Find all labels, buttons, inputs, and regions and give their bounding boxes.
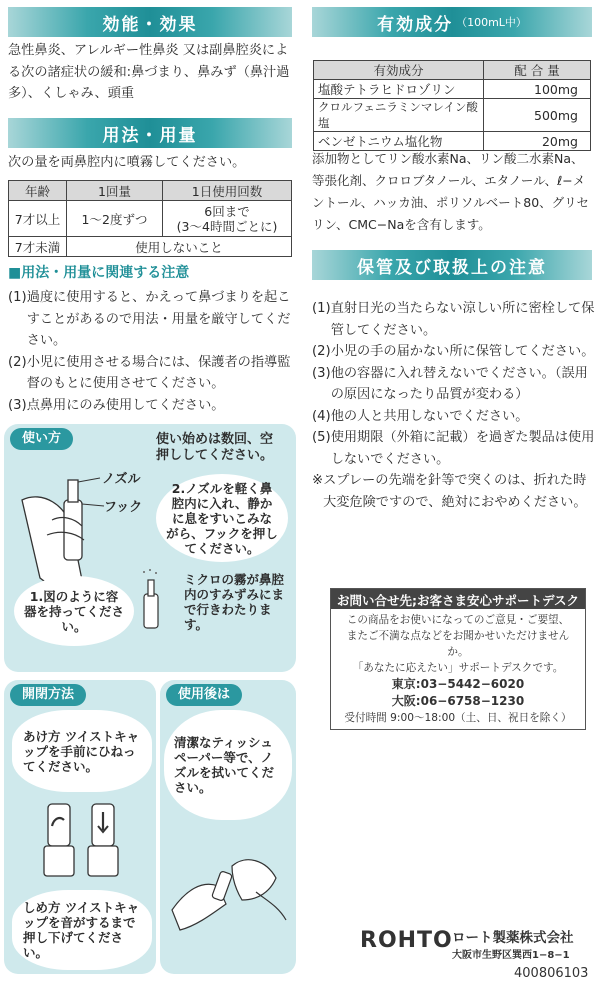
after-use-panel <box>160 680 296 974</box>
ingredients-unit: （100mL中） <box>456 16 527 29</box>
tissue-illustration <box>166 830 290 940</box>
item-text: 他の人と共用しないでください。 <box>330 408 529 424</box>
support-line: 「あなたに応えたい」サポートデスクです。 <box>352 662 564 674</box>
close-bubble <box>12 890 152 970</box>
usage-precautions-list <box>8 287 298 416</box>
item-number: (5) <box>312 430 331 445</box>
spray-illustration <box>130 564 170 634</box>
list-item <box>8 287 298 352</box>
item-text: 点鼻用にのみ使用してください。 <box>26 397 225 413</box>
after-use-tab: 使用後は <box>166 684 242 706</box>
table-row <box>314 80 591 99</box>
table-row <box>314 99 591 132</box>
first-use-note: 使い始めは数回、空押ししてください。 <box>156 432 274 463</box>
after-use-bubble <box>164 710 292 820</box>
list-item <box>312 341 596 363</box>
support-body <box>331 609 585 729</box>
hook-label: フック <box>104 500 143 515</box>
list-item <box>312 406 596 428</box>
item-number: (3) <box>312 365 331 381</box>
howto-tab: 使い方 <box>10 428 73 450</box>
rohto-logo: ROHTO <box>360 928 453 953</box>
item-text: 使用期限（外箱に記載）を過ぎた製品は使用しないでください。 <box>330 430 595 467</box>
item-number: (2) <box>8 354 27 370</box>
ingredient-name: クロルフェニラミンマレイン酸塩 <box>314 99 484 132</box>
openclose-tab: 開閉方法 <box>10 684 86 706</box>
ingredients-table-header <box>314 61 591 80</box>
times-line2: (3〜4時間ごとに) <box>176 218 278 234</box>
col-times: 1日使用回数 <box>163 181 292 201</box>
list-item <box>312 427 596 470</box>
additives-text: 添加物としてリン酸水素Na、リン酸二水素Na、等張化剤、クロロブタノール、エタノール、ℓ−メントール、ハッカ油、ポリソルベート80、グリセリン、CMC−Naを含有します。 <box>312 151 590 232</box>
age-cell: 7才未満 <box>9 237 67 257</box>
ingredients-heading <box>312 7 592 37</box>
ingredient-amount: 20mg <box>484 132 591 151</box>
ingredient-name: ベンゼトニウム塩化物 <box>314 132 484 151</box>
item-number: (2) <box>312 344 331 359</box>
list-item <box>8 352 298 395</box>
usage-heading-text: 用法・用量 <box>102 125 198 146</box>
times-line1: 6回まで <box>204 203 250 219</box>
item-number: (3) <box>8 397 27 413</box>
openclose-panel <box>4 680 156 974</box>
not-use-cell: 使用しないこと <box>67 237 292 257</box>
item-number: (4) <box>312 408 331 424</box>
step1-text: 1.図のように容器を持ってください。 <box>24 588 125 634</box>
efficacy-heading-text: 効能・効果 <box>102 14 198 35</box>
age-cell: 7才以上 <box>9 201 67 237</box>
col-dose: 1回量 <box>67 181 163 201</box>
step2-bubble <box>156 474 288 562</box>
support-desk-box <box>330 588 586 730</box>
open-text: あけ方 ツイストキャップを手前にひねってください。 <box>23 728 140 774</box>
mist-note: ミクロの霧が鼻腔内のすみずみにまで行きわたります。 <box>184 572 285 632</box>
support-line: この商品をお使いになってのご意見・ご要望、 <box>346 614 570 626</box>
item-text: 直射日光の当たらない涼しい所に密栓して保管してください。 <box>330 301 595 338</box>
efficacy-text: 急性鼻炎、アレルギー性鼻炎 又は副鼻腔炎による次の諸症状の緩和:鼻づまり、鼻みず（鼻汁過多）、くしゃみ、頭重 <box>8 43 290 101</box>
list-item <box>8 395 298 417</box>
product-code: 400806103 <box>514 966 589 981</box>
support-phone-tokyo: 東京:03−5442−6020 <box>391 677 525 691</box>
close-text: しめ方 ツイストキャップを音がするまで押し下げてください。 <box>23 900 140 960</box>
dose-cell: 1〜2度ずつ <box>67 201 163 237</box>
dosage-table-header <box>9 181 292 201</box>
ingredient-amount: 100mg <box>484 80 591 99</box>
support-line: またご不満な点などをお聞かせいただけませんか。 <box>346 630 570 658</box>
support-title: お問い合せ先;お客さま安心サポートデスク <box>331 589 585 609</box>
usage-precautions-title: ■用法・用量に関連する注意 <box>8 265 190 281</box>
ingredient-name: 塩酸テトラヒドロゾリン <box>314 80 484 99</box>
ingredients-table <box>313 60 591 151</box>
list-item <box>312 470 596 513</box>
item-number: (1) <box>8 290 27 305</box>
col-ingredient: 有効成分 <box>314 61 484 80</box>
col-amount: 配 合 量 <box>484 61 591 80</box>
efficacy-heading <box>8 7 292 37</box>
table-row <box>9 237 292 257</box>
storage-heading <box>312 250 592 280</box>
table-row <box>9 201 292 237</box>
list-item <box>312 363 596 406</box>
usage-intro: 次の量を両鼻腔内に噴霧してください。 <box>8 155 246 170</box>
usage-heading <box>8 118 292 148</box>
ingredient-amount: 500mg <box>484 99 591 132</box>
step1-bubble <box>14 576 134 646</box>
company-name: ロート製薬株式会社 <box>452 930 574 946</box>
item-text: 他の容器に入れ替えないでください。（誤用の原因になったり品質が変わる） <box>330 365 588 402</box>
storage-heading-text: 保管及び取扱上の注意 <box>357 257 547 278</box>
support-phone-osaka: 大阪:06−6758−1230 <box>391 694 525 708</box>
after-use-text: 清潔なティッシュペーパー等で、ノズルを拭いてください。 <box>174 735 275 795</box>
col-age: 年齢 <box>9 181 67 201</box>
item-text: 小児の手の届かない所に保管してください。 <box>330 344 595 359</box>
item-text: 小児に使用させる場合には、保護者の指導監督のもとに使用させてください。 <box>26 354 291 391</box>
storage-list <box>312 298 596 513</box>
times-cell <box>163 201 292 237</box>
item-text: 過度に使用すると、かえって鼻づまりを起こすことがあるので用法・用量を厳守してください。 <box>26 290 291 348</box>
list-item <box>312 298 596 341</box>
open-bubble <box>12 710 152 792</box>
item-text: スプレーの先端を針等で突くのは、折れた時大変危険ですので、絶対におやめください。 <box>323 473 587 510</box>
cap-illustration <box>32 798 132 888</box>
step2-text: 2.ノズルを軽く鼻腔内に入れ、静かに息をすいこみながら、フックを押してください。 <box>166 480 278 556</box>
company-address: 大阪市生野区巽西1−8−1 <box>452 950 570 961</box>
howto-panel <box>4 424 296 672</box>
nozzle-label: ノズル <box>102 472 141 487</box>
item-number: (1) <box>312 301 331 316</box>
item-number: ※ <box>312 473 324 488</box>
support-hours: 受付時間 9:00〜18:00（土、日、祝日を除く） <box>344 712 572 724</box>
dosage-table <box>8 180 292 257</box>
ingredients-heading-text: 有効成分 <box>377 14 454 35</box>
